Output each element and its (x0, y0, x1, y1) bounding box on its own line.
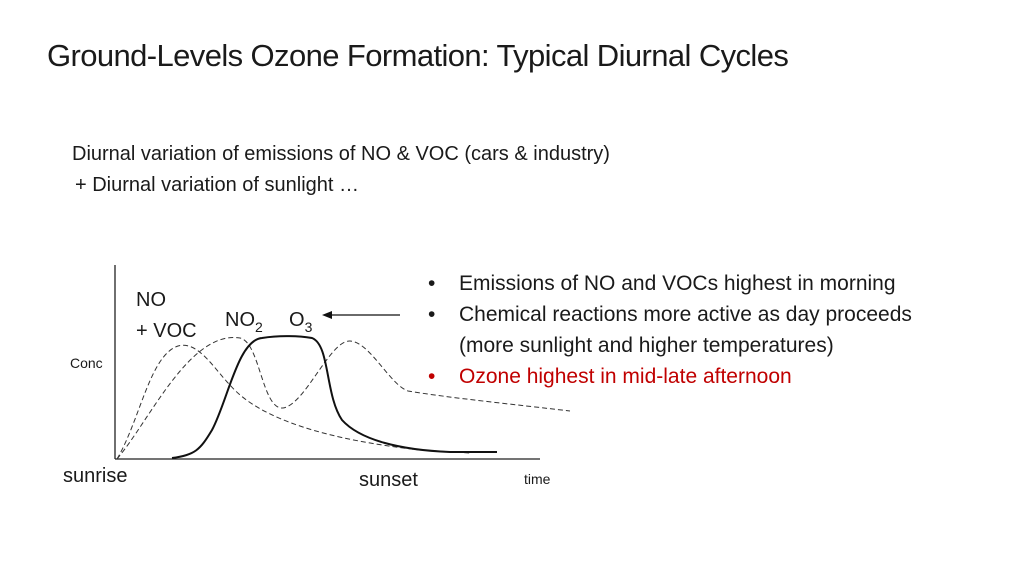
no-voc-curve (117, 345, 470, 459)
no2-label-sub: 2 (255, 319, 263, 335)
no2-label-main: NO (225, 309, 255, 331)
bullet-item: • Chemical reactions more active as day proceeds (428, 299, 912, 330)
o3-label (289, 309, 313, 335)
sunset-label: sunset (359, 469, 418, 491)
bullet-item: • Emissions of NO and VOCs highest in morning (428, 268, 912, 299)
page-title: Ground-Levels Ozone Formation: Typical Diurnal Cycles (47, 38, 789, 73)
arrow-head-icon (322, 311, 332, 319)
no-label: NO (136, 289, 166, 311)
y-axis-label: Conc (70, 355, 103, 371)
no2-label (225, 309, 263, 335)
voc-label: + VOC (136, 320, 197, 342)
bullet-item-highlight: • Ozone highest in mid-late afternoon (428, 361, 912, 392)
subtitle-line-1: Diurnal variation of emissions of NO & VOC (cars & industry) (72, 143, 610, 165)
subtitle-line-2: + Diurnal variation of sunlight … (75, 174, 360, 196)
bullet-item-continuation: (more sunlight and higher temperatures) (459, 334, 834, 357)
o3-label-sub: 3 (304, 319, 313, 335)
x-axis-label: time (524, 471, 551, 487)
o3-label-main: O (289, 309, 305, 331)
bullet-list (428, 268, 912, 392)
sunrise-label: sunrise (63, 465, 128, 487)
